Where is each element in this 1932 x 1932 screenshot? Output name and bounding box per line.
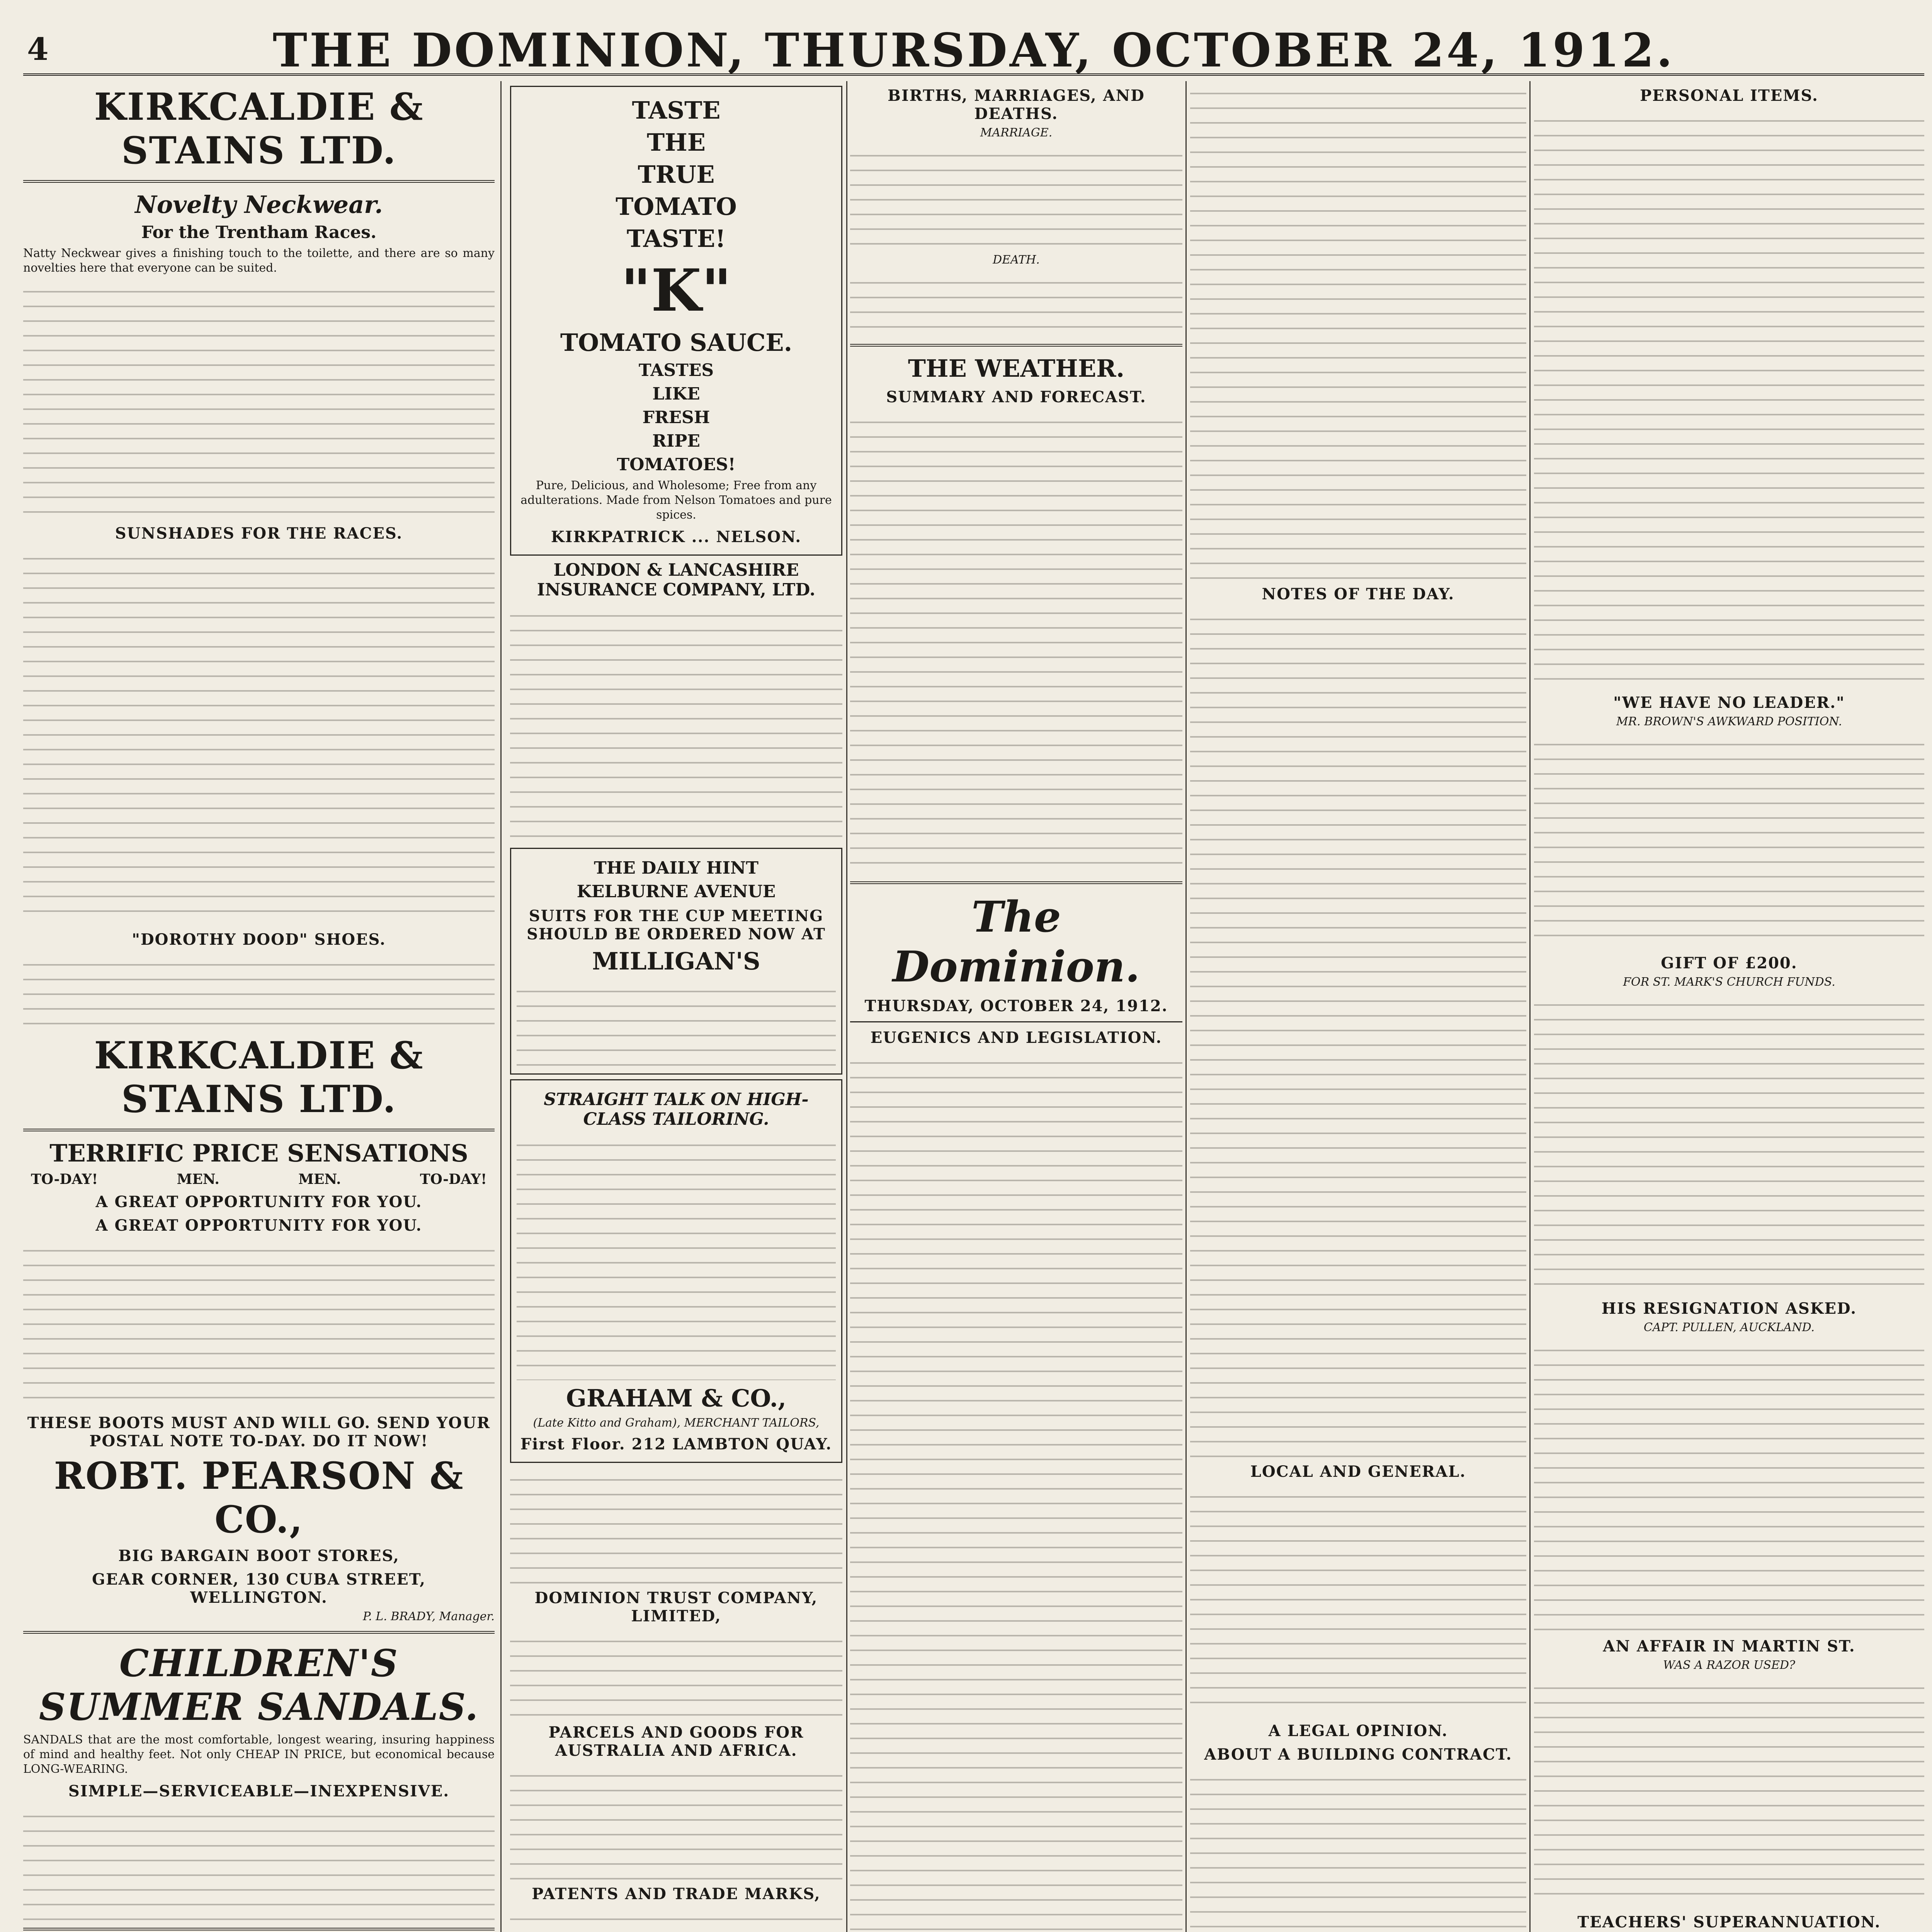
page-number: 4 — [27, 31, 49, 67]
investors-body — [510, 1468, 842, 1583]
sunshades-heading: SUNSHADES FOR THE RACES. — [115, 524, 403, 543]
divider — [23, 1928, 495, 1930]
sandals-body: SANDALS that are the most comfortable, longest wearing, insuring happiness of mind and healthy feet. Not only CHEAP IN PRICE, but economical because LONG-WEARING. — [23, 1733, 495, 1776]
kirkcaldie-heading: KIRKCALDIE & STAINS LTD. — [94, 85, 424, 172]
affair-heading: AN AFFAIR IN MARTIN ST. — [1603, 1637, 1855, 1655]
gift-body — [1534, 993, 1924, 1294]
razor-heading: WAS A RAZOR USED? — [1663, 1658, 1795, 1672]
simple-line: SIMPLE—SERVICEABLE—INEXPENSIVE. — [68, 1782, 450, 1800]
graham-heading: GRAHAM & CO., — [566, 1384, 786, 1412]
taste-line: TRUE — [638, 160, 715, 189]
legal-body — [1190, 1767, 1526, 1932]
summary-heading: SUMMARY AND FORECAST. — [886, 388, 1146, 406]
kelburne-avenue: KELBURNE AVENUE — [577, 882, 776, 901]
resignation-heading: HIS RESIGNATION ASKED. — [1601, 1299, 1857, 1318]
affair-body — [1534, 1676, 1924, 1908]
tastes-line: TASTES — [638, 361, 714, 380]
eugenics-heading: EUGENICS AND LEGISLATION. — [870, 1029, 1162, 1047]
opportunity-line: A GREAT OPPORTUNITY FOR YOU. — [95, 1216, 422, 1235]
patents-heading: PATENTS AND TRADE MARKS, — [532, 1885, 821, 1903]
dominion-masthead: The Dominion. — [892, 892, 1140, 992]
notes-of-the-day-heading: NOTES OF THE DAY. — [1262, 585, 1455, 603]
today-row: TO-DAY! MEN. MEN. TO-DAY! — [31, 1171, 487, 1187]
tomato-sauce-heading: TOMATO SAUCE. — [560, 328, 793, 357]
divider — [850, 344, 1182, 347]
divider — [23, 1631, 495, 1634]
dominion-trust-heading: DOMINION TRUST COMPANY, LIMITED, — [534, 1589, 818, 1625]
dorothy-listing — [23, 952, 495, 1030]
st-mark-heading: FOR ST. MARK'S CHURCH FUNDS. — [1623, 975, 1835, 989]
daily-hint: THE DAILY HINT — [594, 858, 759, 878]
divider — [850, 881, 1182, 884]
terrific-heading: TERRIFIC PRICE SENSATIONS — [49, 1139, 468, 1167]
first-floor-line: First Floor. 212 LAMBTON QUAY. — [520, 1435, 832, 1453]
gear-corner-line: GEAR CORNER, 130 CUBA STREET, WELLINGTON. — [92, 1570, 426, 1607]
kirkpatrick-line: KIRKPATRICK ... NELSON. — [551, 528, 802, 546]
taste-line: TASTE! — [626, 224, 726, 253]
marriage-body — [850, 143, 1182, 252]
patents-body — [510, 1907, 842, 1932]
dateline: THURSDAY, OCTOBER 24, 1912. — [864, 997, 1168, 1015]
taste-line: TASTE — [632, 96, 721, 124]
column-rule — [1529, 81, 1531, 1932]
divider — [23, 1129, 495, 1131]
tomato-pure-text: Pure, Delicious, and Wholesome; Free from any adulterations. Made from Nelson Tomatoes and pure spices. — [520, 479, 832, 522]
resignation-body — [1534, 1338, 1924, 1632]
column-advertisements — [23, 81, 495, 1932]
neckwear-intro: Natty Neckwear gives a finishing touch to the toilette, and there are so many novelties here that everyone can be suited. — [23, 247, 495, 275]
taste-line: TOMATO — [616, 192, 737, 221]
column-items — [1534, 81, 1924, 1932]
like-line: LIKE — [652, 384, 700, 404]
legal-opinion-heading: A LEGAL OPINION. — [1268, 1722, 1448, 1740]
death-heading: DEATH. — [993, 253, 1040, 267]
dorothy-heading: "DOROTHY DOOD" SHOES. — [132, 930, 386, 949]
awkward-heading: MR. BROWN'S AWKWARD POSITION. — [1616, 715, 1842, 728]
weather-heading: THE WEATHER. — [908, 354, 1125, 383]
graham-ad — [510, 1079, 842, 1463]
parcels-body — [510, 1764, 842, 1879]
column-ads-2 — [510, 81, 842, 1932]
divider — [23, 180, 495, 183]
sandals-listing — [23, 1804, 495, 1920]
fresh-line: FRESH — [642, 408, 710, 427]
insurance-body — [510, 604, 842, 843]
milligans-ad — [510, 848, 842, 1075]
masthead — [23, 15, 1924, 76]
ripe-line: RIPE — [652, 431, 700, 451]
death-body — [850, 270, 1182, 336]
column-rule — [846, 81, 847, 1932]
masthead-title: THE DOMINION, THURSDAY, OCTOBER 24, 1912. — [272, 23, 1675, 78]
manager-line: P. L. BRADY, Manager. — [363, 1610, 495, 1623]
local-body — [1190, 1485, 1526, 1716]
divider — [850, 1021, 1182, 1022]
london-insurance-heading: LONDON & LANCASHIRE INSURANCE COMPANY, LTD. — [537, 560, 816, 600]
marriage-heading: MARRIAGE. — [980, 126, 1053, 139]
tomato-sauce-ad — [510, 86, 842, 556]
parcels-heading: PARCELS AND GOODS FOR AUSTRALIA AND AFRICA. — [548, 1723, 804, 1760]
tomatoes-line: TOMATOES! — [617, 455, 736, 474]
gift-heading: GIFT OF £200. — [1661, 954, 1798, 972]
personal-items-heading: PERSONAL ITEMS. — [1640, 87, 1818, 105]
novelty-heading: Novelty Neckwear. — [135, 190, 383, 219]
no-leader-heading: "WE HAVE NO LEADER." — [1613, 694, 1845, 712]
column-editorial — [850, 81, 1182, 1932]
pearson-heading: ROBT. PEARSON & CO., — [54, 1454, 464, 1541]
eugenics-continuation — [1190, 81, 1526, 580]
sunshades-listing — [23, 546, 495, 925]
trust-body — [510, 1629, 842, 1718]
column-rule — [1185, 81, 1187, 1932]
k-brand: "K" — [621, 257, 732, 325]
childrens-sandals-heading: CHILDREN'S SUMMER SANDALS. — [39, 1641, 479, 1729]
leader-body — [1534, 732, 1924, 949]
notes-body — [1190, 607, 1526, 1457]
kirkcaldie-heading-2: KIRKCALDIE & STAINS LTD. — [94, 1034, 424, 1121]
milligans-heading: MILLIGAN'S — [592, 947, 760, 975]
building-contract-heading: ABOUT A BUILDING CONTRACT. — [1204, 1745, 1512, 1764]
taste-line: THE — [647, 128, 706, 156]
pullen-heading: CAPT. PULLEN, AUCKLAND. — [1643, 1321, 1815, 1334]
bargain-line: BIG BARGAIN BOOT STORES, — [118, 1547, 400, 1565]
local-general-heading: LOCAL AND GENERAL. — [1250, 1463, 1466, 1481]
boots-listing — [23, 1238, 495, 1408]
opportunity-line: A GREAT OPPORTUNITY FOR YOU. — [95, 1193, 422, 1211]
column-news — [1190, 81, 1526, 1932]
straight-talk-body — [517, 1133, 836, 1380]
weather-body — [850, 410, 1182, 874]
straight-talk-heading: STRAIGHT TALK ON HIGH-CLASS TAILORING. — [544, 1090, 809, 1129]
boots-must-go: THESE BOOTS MUST AND WILL GO. SEND YOUR POSTAL NOTE TO-DAY. DO IT NOW! — [27, 1414, 491, 1450]
column-rule — [500, 81, 502, 1932]
teachers-heading: TEACHERS' SUPERANNUATION. — [1577, 1913, 1881, 1931]
eugenics-body — [850, 1051, 1182, 1932]
suits-cup-line: SUITS FOR THE CUP MEETING SHOULD BE ORDERED NOW AT — [527, 907, 826, 943]
milligans-body — [517, 979, 836, 1068]
personal-body — [1534, 109, 1924, 688]
graham-sub: (Late Kitto and Graham), MERCHANT TAILORS, — [533, 1416, 820, 1430]
trentham-subheading: For the Trentham Races. — [141, 223, 377, 242]
births-heading: BIRTHS, MARRIAGES, AND DEATHS. — [888, 87, 1145, 123]
neckwear-listing — [23, 279, 495, 519]
